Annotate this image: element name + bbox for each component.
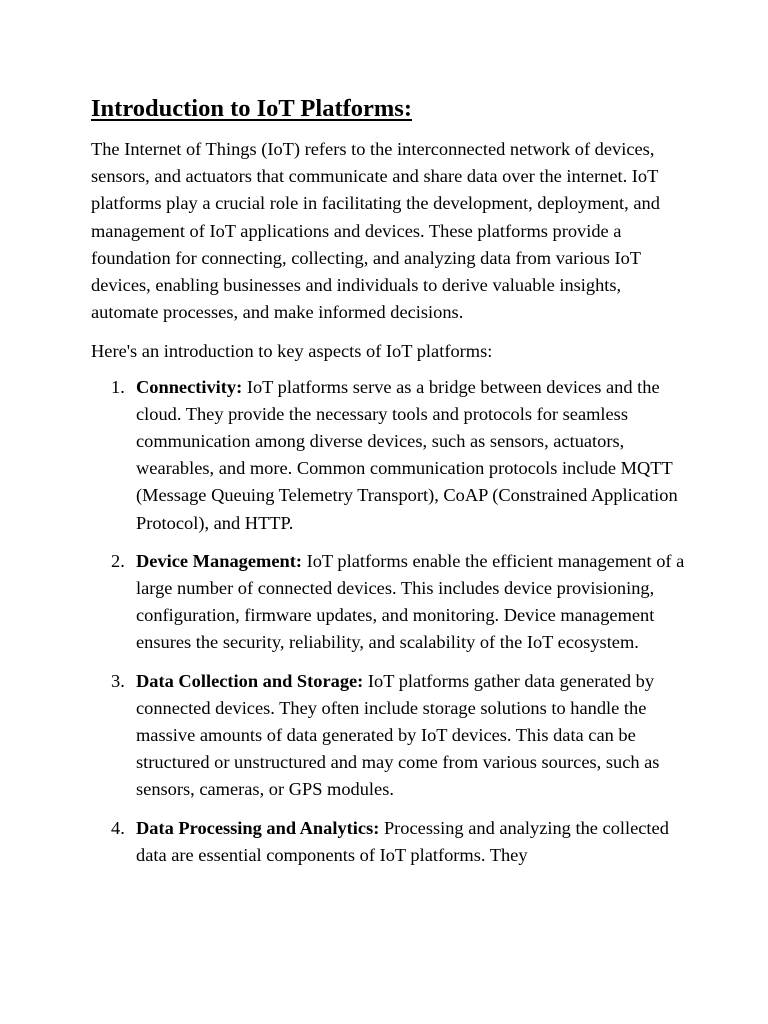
document-page — [91, 94, 691, 880]
list-lead-in: Here's an introduction to key aspects of IoT platforms: — [91, 341, 493, 362]
list-item-data-collection — [91, 668, 696, 804]
list-item-data-processing — [91, 815, 696, 869]
list-item-text: IoT platforms gather data generated by connected devices. They often include storage solutions to handle the massive amounts of data generated by IoT devices. This data can be structured or unstructured and may come from various sources, such as sensors, cameras, or GPS modules. — [136, 670, 660, 800]
list-item-number: 2. — [111, 550, 125, 571]
list-item-text: IoT platforms enable the efficient management of a large number of connected devices. This includes device provisioning, configuration, firmware updates, and monitoring. Device management ensures the security, reliability, and scalability of the IoT ecosystem. — [136, 550, 685, 653]
list-item-text: Processing and analyzing the collected data are essential components of IoT platforms. They — [136, 817, 669, 865]
list-item-term: Data Processing and Analytics: — [136, 817, 380, 838]
page-title: Introduction to IoT Platforms: — [91, 95, 413, 122]
list-item-term: Connectivity: — [136, 376, 243, 397]
list-item-device-management — [91, 548, 696, 657]
list-item-connectivity — [91, 374, 696, 537]
list-item-text: IoT platforms serve as a bridge between devices and the cloud. They provide the necessary tools and protocols for seamless communication among diverse devices, such as sensors, actuators, wearables, and more. Common communication protocols include MQTT (Message Queuing Telemetry Transport), CoAP (Constrained Application Protocol), and HTTP. — [136, 376, 678, 533]
list-item-number: 4. — [111, 817, 125, 838]
list-item-number: 1. — [111, 376, 125, 397]
list-item-term: Device Management: — [136, 550, 302, 571]
intro-paragraph: The Internet of Things (IoT) refers to the interconnected network of devices, sensors, and actuators that communicate and share data over the internet. IoT platforms play a crucial role in facilitating the development, deployment, and management of IoT applications and devices. These platforms provide a foundation for connecting, collecting, and analyzing data from various IoT devices, enabling businesses and individuals to derive valuable insights, automate processes, and make informed decisions. — [91, 139, 660, 323]
list-item-number: 3. — [111, 670, 125, 691]
list-item-term: Data Collection and Storage: — [136, 670, 364, 691]
key-aspects-list — [91, 374, 691, 869]
